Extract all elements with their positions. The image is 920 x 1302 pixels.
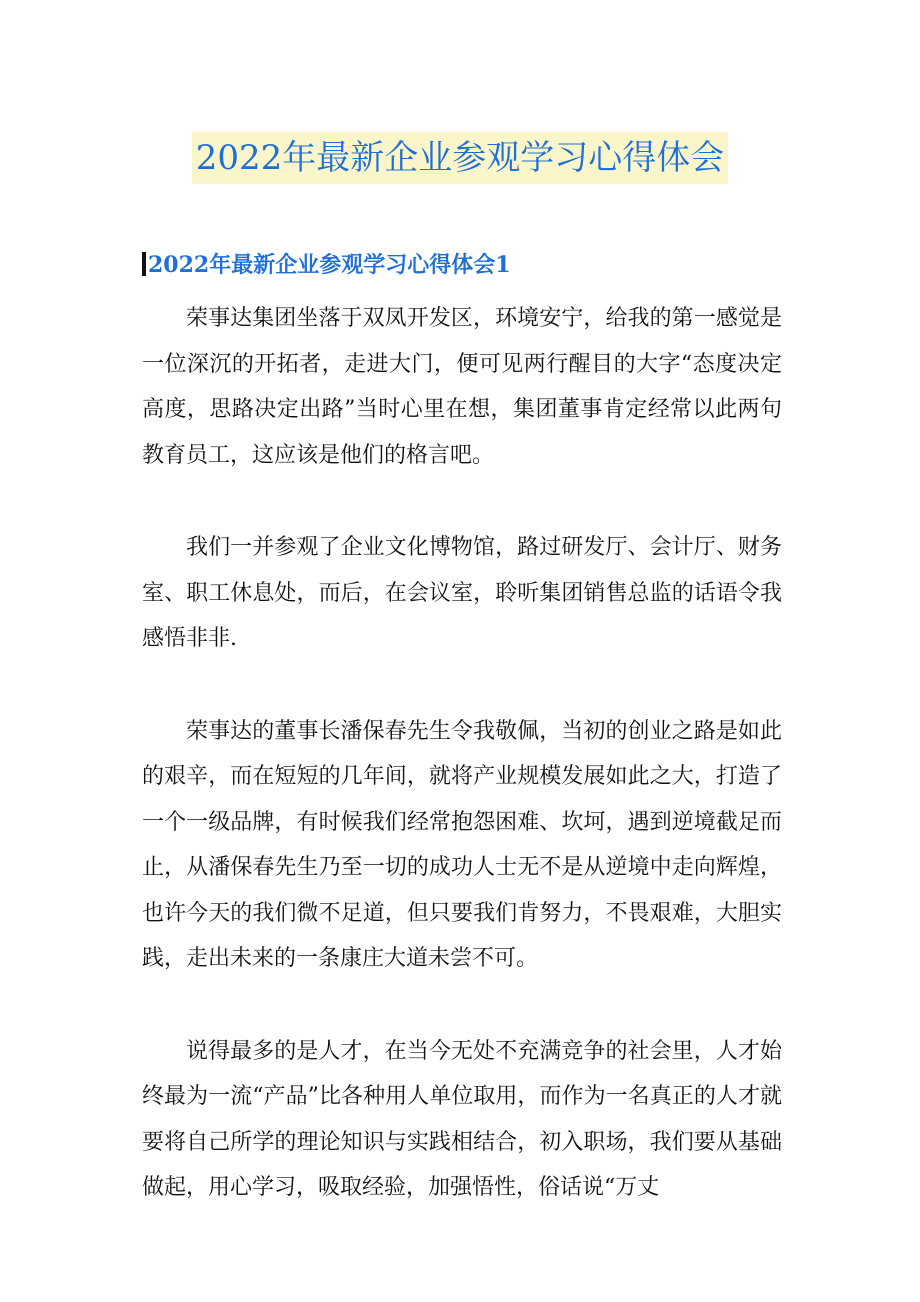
document-title-text: 2022年最新企业参观学习心得体会 — [192, 132, 729, 184]
body-text — [142, 296, 782, 1258]
section-heading-text: 2022年最新企业参观学习心得体会1 — [148, 252, 511, 278]
paragraph-3: 荣事达的董事长潘保春先生令我敬佩，当初的创业之路是如此的艰辛，而在短短的几年间，就将产业规模发展如此之大，打造了一个一级品牌，有时候我们经常抱怨困难、坎坷，遇到逆境截足而止，从潘保春先生乃至一切的成功人士无不是从逆境中走向辉煌，也许今天的我们微不足道，但只要我们肯努力，不畏艰难，大胆实践，走出未来的一条康庄大道未尝不可。 — [142, 718, 782, 971]
paragraph-1: 荣事达集团坐落于双凤开发区，环境安宁，给我的第一感觉是一位深沉的开拓者，走进大门，便可见两行醒目的大字“态度决定高度，思路决定出路”当时心里在想，集团董事肯定经常以此两句教育员工，这应该是他们的格言吧。 — [142, 306, 782, 468]
paragraph-2: 我们一并参观了企业文化博物馆，路过研发厅、会计厅、财务室、职工休息处，而后，在会议室，聆听集团销售总监的话语令我感悟非非. — [142, 535, 782, 651]
document-title — [0, 132, 920, 184]
paragraph-4: 说得最多的是人才，在当今无处不充满竞争的社会里，人才始终最为一流“产品”比各种用人单位取用，而作为一名真正的人才就要将自己所学的理论知识与实践相结合，初入职场，我们要从基础做起，用心学习，吸取经验，加强悟性，俗话说“万丈 — [142, 1038, 782, 1200]
heading-marker-bar — [142, 252, 146, 276]
section-heading — [142, 248, 511, 282]
